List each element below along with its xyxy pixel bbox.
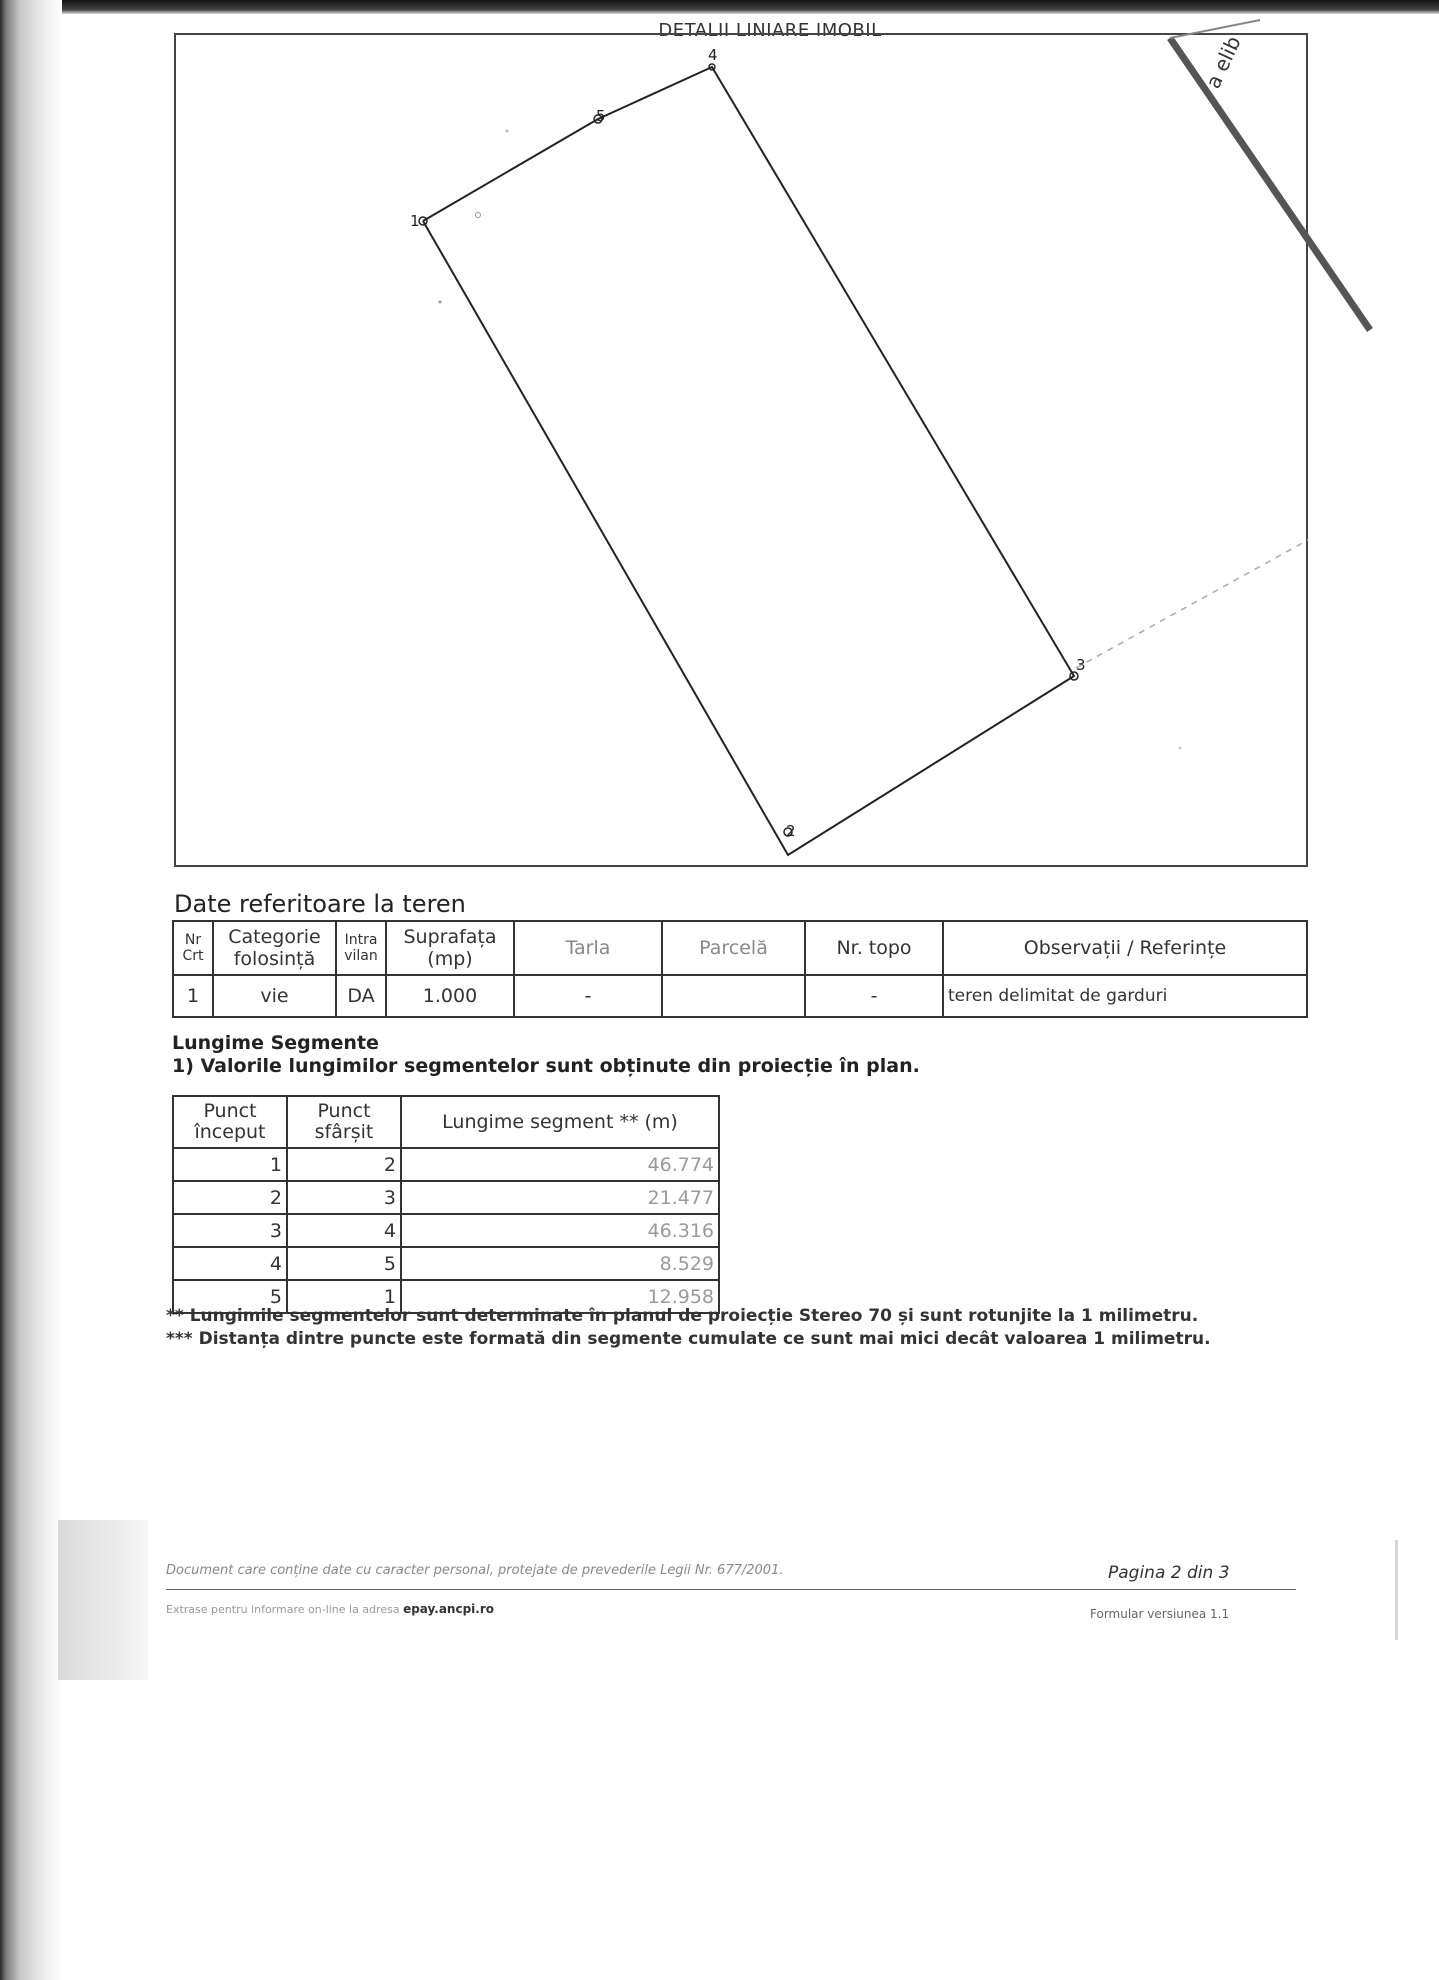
vertex-4-label: 4 [708,46,718,64]
scan-right-mark [1395,1540,1398,1640]
segment-length: 46.316 [401,1214,719,1247]
segment-row [173,1247,719,1280]
cell-observatii: teren delimitat de garduri [943,975,1307,1017]
segment-row [173,1148,719,1181]
segments-section-title: Lungime Segmente [172,1032,379,1054]
header-parcela: Parcelă [662,921,805,975]
segments-header-row [173,1096,719,1148]
scan-speck [476,213,481,218]
cell-nr-crt: 1 [173,975,213,1017]
page-header-title: DETALII LINIARE IMOBIL [658,20,882,41]
segments-table [172,1095,720,1314]
header-nr-topo: Nr. topo [805,921,943,975]
segment-start: 4 [173,1247,287,1280]
segment-start: 3 [173,1214,287,1247]
cell-categorie: vie [213,975,336,1017]
segment-end: 3 [287,1181,401,1214]
parcel-map [0,0,1439,880]
land-table-header-row [173,921,1307,975]
cell-nr-topo: - [805,975,943,1017]
footer-online-info [166,1602,494,1616]
segment-row [173,1214,719,1247]
scan-speck [439,301,442,304]
segment-end: 5 [287,1247,401,1280]
segment-start: 5 [173,1280,287,1313]
segment-start: 2 [173,1181,287,1214]
vertex-2-label: 2 [786,822,796,840]
segment-length: 8.529 [401,1247,719,1280]
header-observatii: Observații / Referințe [943,921,1307,975]
footer-online-text: Extrase pentru informare on-line la adresa [166,1603,404,1616]
segment-end: 4 [287,1214,401,1247]
segment-end: 1 [287,1280,401,1313]
segment-length: 21.477 [401,1181,719,1214]
scan-bottom-shadow [58,1520,148,1680]
header-intravilan: Intra vilan [336,921,386,975]
neighbor-dashed-line [1076,540,1308,668]
segment-start: 1 [173,1148,287,1181]
footer-online-link[interactable]: epay.ancpi.ro [403,1602,494,1616]
header-punct-inceput: Punct început [173,1096,287,1148]
parcel-boundary [423,67,1074,855]
scan-speck [506,130,509,133]
segment-length: 46.774 [401,1148,719,1181]
header-tarla: Tarla [514,921,662,975]
header-punct-sfarsit: Punct sfârșit [287,1096,401,1148]
cell-tarla: - [514,975,662,1017]
footer-legal-notice: Document care conține date cu caracter personal, protejate de prevederile Legii Nr. 677/2001. [166,1563,784,1578]
land-section-title: Date referitoare la teren [174,890,466,918]
footer-form-version: Formular versiunea 1.1 [1090,1607,1230,1621]
neighbor-label: a elib [1200,32,1246,93]
segment-row [173,1181,719,1214]
segments-footnote-1: ** Lungimile segmentelor sunt determinate în planul de proiecție Stereo 70 și sunt rotunjite la 1 milimetru. [166,1306,1199,1326]
header-categorie: Categorie folosință [213,921,336,975]
cell-intravilan: DA [336,975,386,1017]
cell-suprafata: 1.000 [386,975,514,1017]
segment-length: 12.958 [401,1280,719,1313]
footer-page-number: Pagina 2 din 3 [1108,1563,1230,1583]
header-suprafata: Suprafața (mp) [386,921,514,975]
vertex-5-label: 5 [596,107,606,125]
cell-parcela [662,975,805,1017]
scan-speck [1179,747,1182,750]
footer-divider [166,1589,1296,1590]
segments-footnote-2: *** Distanța dintre puncte este formată din segmente cumulate ce sunt mai mici decât valoarea 1 milimetru. [166,1329,1211,1349]
segments-note: 1) Valorile lungimilor segmentelor sunt obținute din proiecție în plan. [172,1055,920,1077]
segment-end: 2 [287,1148,401,1181]
header-lungime-segment: Lungime segment ** (m) [401,1096,719,1148]
vertex-1-label: 1 [410,212,420,230]
land-table-row [173,975,1307,1017]
vertex-3-label: 3 [1076,656,1086,674]
neighbor-boundary-tick [1170,20,1260,38]
land-data-table [172,920,1308,1018]
header-nr-crt: Nr Crt [173,921,213,975]
